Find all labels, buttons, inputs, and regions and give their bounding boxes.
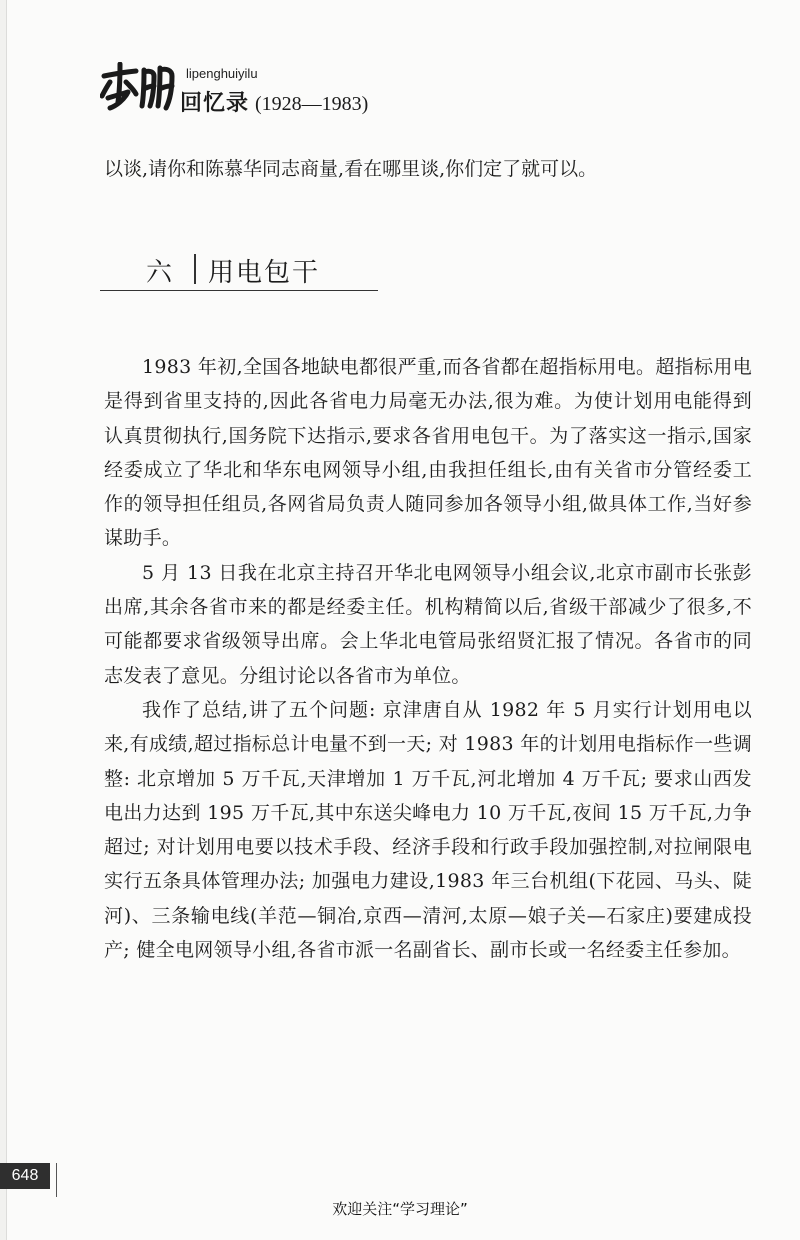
calligraphy-logo-icon [100,62,180,112]
section-title: 用电包干 [208,258,321,288]
header-years: (1928—1983) [255,93,369,115]
header-book-title: 回忆录 [180,91,250,116]
section-divider [194,254,196,284]
page-edge [0,0,7,1240]
page-number: 648 [0,1163,50,1189]
header-subtitle [180,86,368,117]
footer-watermark: 欢迎关注“学习理论” [332,1200,468,1218]
continued-paragraph: 以谈,请你和陈慕华同志商量,看在哪里谈,你们定了就可以。 [104,158,598,180]
paragraph: 5 月 13 日我在北京主持召开华北电网领导小组会议,北京市副市长张彭出席,其余各省市来的都是经委主任。机构精简以后,省级干部减少了很多,不可能都要求省级领导出席。会上华北电管局张绍贤汇报了情况。各省市的同志发表了意见。分组讨论以各省市为单位。 [104,561,752,687]
paragraph: 1983 年初,全国各地缺电都很严重,而各省都在超指标用电。超指标用电是得到省里支持的,因此各省电力局毫无办法,很为难。为使计划用电能得到认真贯彻执行,国务院下达指示,要求各省用电包干。为了落实这一指示,国家经委成立了华北和华东电网领导小组,由我担任组长,由有关省市分管经委工作的领导担任组员,各网省局负责人随同参加各领导小组,做具体工作,当好参谋助手。 [104,356,752,550]
page-number-rule [56,1163,57,1197]
body-text [104,350,752,967]
section-number: 六 [146,258,173,288]
section-heading [100,250,378,291]
header-pinyin: lipenghuiyilu [186,66,258,81]
calligraphy-logo [100,62,180,112]
paragraph: 我作了总结,讲了五个问题: 京津唐自从 1982 年 5 月实行计划用电以来,有成绩,超过指标总计电量不到一天; 对 1983 年的计划用电指标作一些调整: 北京增加 5 万千瓦,天津增加 1 万千瓦,河北增加 4 万千瓦; 要求山西发电出力达到 195 万千瓦,其中东送尖峰电力 10 万千瓦,夜间 15 万千瓦,力争超过; 对计划用电要以技术手段、经济手段和行政手段加强控制,对拉闸限电实行五条具体管理办法; 加强电力建设,1983 年三台机组(下花园、马头、陡河)、三条输电线(羊范—铜冶,京西—清河,太原—娘子关—石家庄)要建成投产; 健全电网领导小组,各省市派一名副省长、副市长或一名经委主任参加。 [104,698,752,962]
